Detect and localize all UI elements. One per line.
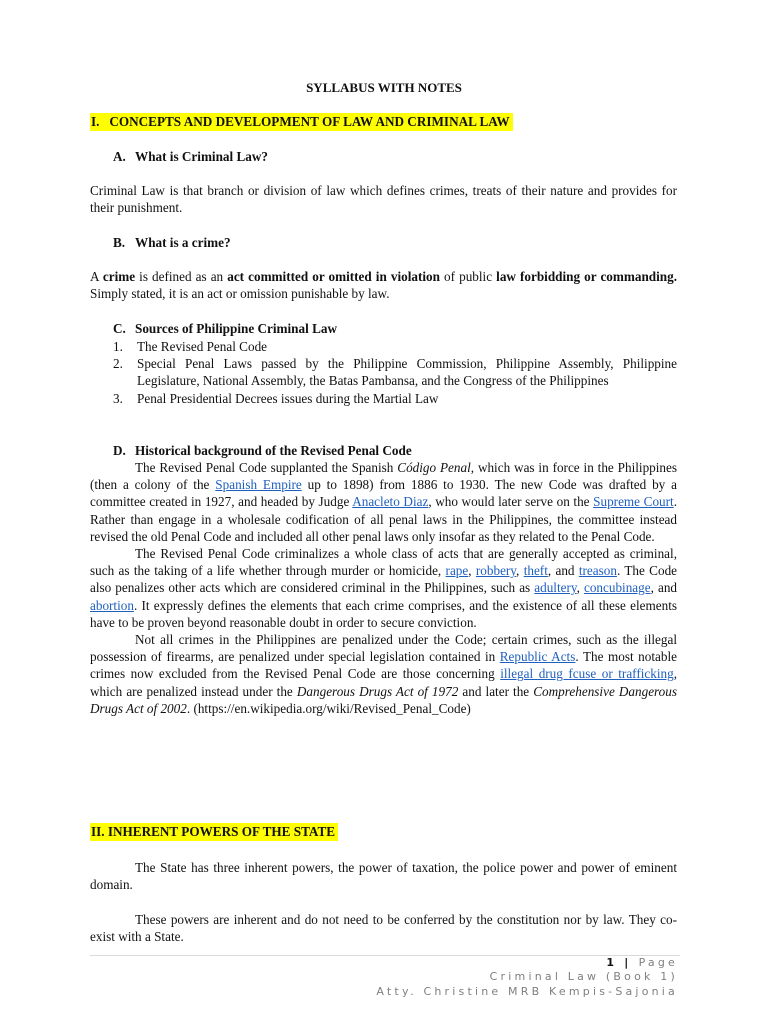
footer-rule [90,955,680,956]
text-run: . The most notable crimes now excluded from the Revised Penal Code are those concerning [90,649,678,682]
list-item-text: Special Penal Laws passed by the Philippine Commission, Philippine Assembly, Philippine Legislature, National Assembly, the Batas Pambansa, and the Congress of the Philippines [137,356,677,389]
italic-act-title: Comprehensive Dangerous Drugs Act of 2002 [90,683,678,716]
link-abortion[interactable]: abortion [90,597,134,613]
list-number: 1. [113,339,123,354]
footer-course: Criminal Law (Book 1) [489,970,678,983]
page-separator: | [617,956,639,969]
list-item [113,338,677,355]
text-run: , which was in force in the Philippines (then a colony of the [90,460,677,493]
paragraph-coexist: These powers are inherent and do not need to be conferred by the constitution nor by law. They co-exist with a State. [90,912,677,945]
italic-term: Código Penal [397,460,471,475]
document-title: SYLLABUS WITH NOTES [306,80,462,95]
section-title: CONCEPTS AND DEVELOPMENT OF LAW AND CRIMINAL LAW [109,114,510,129]
link-spanish-empire[interactable]: Spanish Empire [215,477,302,493]
section-heading-1 [90,114,513,130]
bold-term: law forbidding or commanding. [496,269,678,284]
text-run: is defined as an [135,269,228,284]
sources-list [113,338,677,407]
link-concubinage[interactable]: concubinage [583,580,651,596]
subsection-title: Sources of Philippine Criminal Law [135,321,337,336]
subsection-title: What is a crime? [135,235,231,250]
text-run: . (https://en.wikipedia.org/wiki/Revised_Penal_Code) [186,700,471,716]
text-run: up to 1898) from 1886 to 1930. The new Code was drafted by a committee created in 1927, and headed by Judge [90,477,677,510]
text-run: . The Code also penalizes other acts which are considered criminal in the Philippines, such as [90,563,678,596]
text-run: . It expressly defines the elements that each crime comprises, and the existence of all these elements have to be proven beyond reasonable doubt in order to secure conviction. [90,597,677,630]
italic-act-title: Dangerous Drugs Act of 1972 [296,683,459,699]
link-theft[interactable]: theft [523,563,548,579]
subsection-title: Historical background of the Revised Penal Code [135,443,412,458]
subsection-heading-a [113,149,268,165]
link-anacleto-diaz[interactable]: Anacleto Diaz [352,494,429,510]
text-run: A [90,269,103,284]
text-run: , [516,563,524,579]
link-rape[interactable]: rape [445,563,469,579]
list-item [113,390,677,407]
list-number: 3. [113,390,123,406]
section-heading-2 [90,824,338,840]
link-treason[interactable]: treason [578,563,617,579]
list-item [113,355,677,389]
link-republic-acts[interactable]: Republic Acts [499,649,576,665]
link-adultery[interactable]: adultery [534,580,577,596]
section-title: INHERENT POWERS OF THE STATE [107,824,336,839]
section-number: II. [91,824,105,839]
subsection-letter: C. [113,321,126,336]
subsection-letter: B. [113,235,126,250]
paragraph-crime-definition [90,268,677,302]
text-run: Not all crimes in the Philippines are penalized under the Code; certain crimes, such as the illegal possession of firearms, are penalized under special legislation contained in [90,632,677,665]
page-number: 1 [606,956,618,969]
text-run: , [576,580,584,596]
section-heading-1-highlight [90,113,513,131]
text-run: , who would later serve on the [428,494,594,510]
text-run: , and [650,580,678,596]
text-run: , [468,563,476,579]
history-paragraphs [90,459,677,717]
link-illegal-drug-trafficking[interactable]: illegal drug fcuse or trafficking [500,666,674,682]
subsection-heading-c [113,321,337,337]
text-run: . Rather than engage in a wholesale codification of all penal laws in the Philippines, the committee instead revised the old Penal Code and included all other penal laws only insofar as they related to the Penal Code. [90,494,677,544]
page-word: Page [638,956,678,969]
section-number: I. [91,114,100,129]
list-number: 2. [113,356,123,372]
text-run: and later the [458,683,534,699]
subsection-heading-b [113,235,231,251]
text-run: The Revised Penal Code criminalizes a whole class of acts that are generally accepted as criminal, such as the taking of a life whether through murder or homicide, [90,546,677,579]
text-run: , and [547,563,579,579]
history-paragraph-3 [90,631,677,717]
section-heading-2-highlight [90,823,338,841]
text-run: , which are penalized instead under the [90,666,677,699]
footer-author: Atty. Christine MRB Kempis-Sajonia [376,985,678,998]
subsection-heading-d [113,443,412,459]
subsection-letter: A. [113,149,126,164]
link-supreme-court[interactable]: Supreme Court [593,494,674,510]
list-item-text: Penal Presidential Decrees issues during the Martial Law [137,390,439,406]
list-item-text: The Revised Penal Code [137,339,268,354]
subsection-title: What is Criminal Law? [135,149,268,164]
link-robbery[interactable]: robbery [475,563,517,579]
footer-page-number [606,956,678,969]
text-run: of public [439,269,497,284]
text-run: Simply stated, it is an act or omission punishable by law. [90,286,390,302]
paragraph-inherent-powers: The State has three inherent powers, the power of taxation, the police power and power of eminent domain. [90,860,677,893]
history-paragraph-1 [90,459,677,545]
bold-term: crime [102,269,136,284]
bold-term: act committed or omitted in violation [227,269,440,284]
history-paragraph-2 [90,545,677,631]
text-run: The Revised Penal Code supplanted the Spanish [135,460,398,475]
paragraph-criminal-law-definition: Criminal Law is that branch or division of law which defines crimes, treats of their nature and provides for their punishment. [90,183,677,216]
subsection-letter: D. [113,443,126,458]
